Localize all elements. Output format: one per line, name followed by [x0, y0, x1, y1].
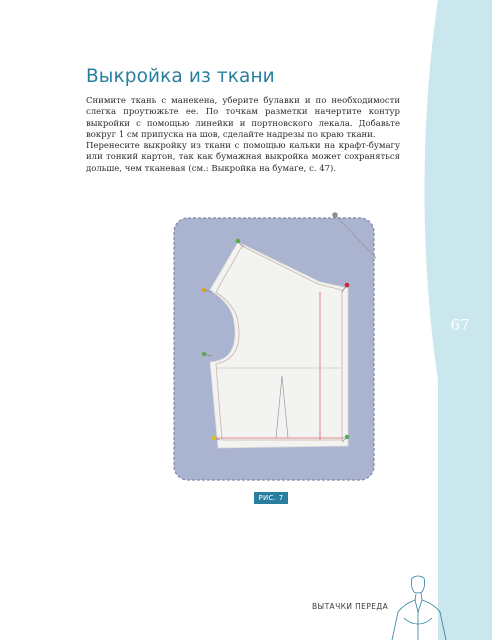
- paragraph-1: Снимите ткань с манекена, уберите булавки и по необходимости слегка проутюжьте ее. По точкам разметки начертите контур выкройки с помощью линейки и портновского лекала. Добавьте вокруг 1 см припуска на шов, сделайте надрезы по краю ткани.: [86, 96, 400, 140]
- body-text: [86, 96, 400, 175]
- page-number: 67: [450, 316, 470, 334]
- pattern-photo: [170, 212, 380, 484]
- figure-label: РИС. 7: [254, 492, 288, 504]
- paragraph-2: Перенесите выкройку из ткани с помощью кальки на крафт-бумагу или тонкий картон, так как бумажная выкройка может сохраняться дольше, чем тканевая (см.: Выкройка на бумаге, с. 47).: [86, 141, 400, 174]
- running-footer: ВЫТАЧКИ ПЕРЕДА: [312, 602, 389, 611]
- dress-form-sketch-icon: [388, 572, 448, 640]
- section-heading: Выкройка из ткани: [86, 66, 275, 87]
